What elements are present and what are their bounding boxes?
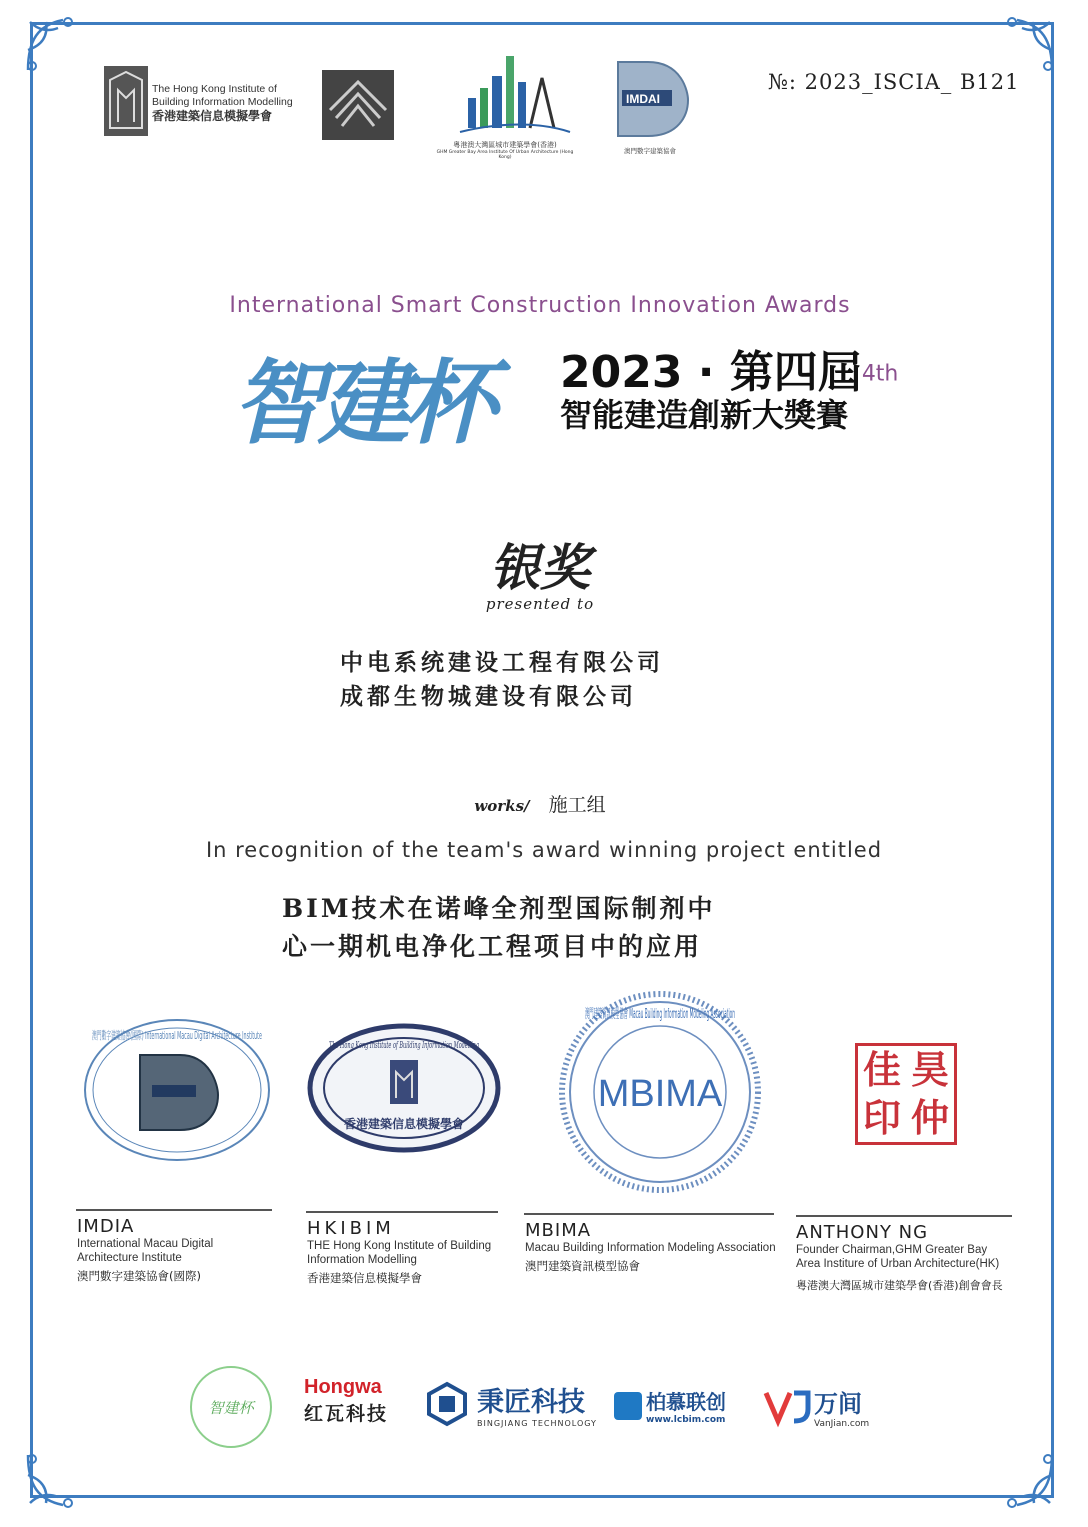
signatory-desc: Macau Building Information Modeling Association [525, 1242, 776, 1254]
bingjiang-cn: 秉匠科技 [477, 1387, 585, 1418]
hkibim-logo-text [152, 83, 302, 123]
signatory-desc: International Macau Digital Architecture Institute [77, 1238, 214, 1264]
imdia-seal-ring-text: 澳門數字建築協會(國際) International Macau Digital Architecture Institute [92, 1029, 483, 1042]
iscia-badge-text: 智建杯 [208, 1398, 254, 1417]
hkibim-seal-cn: 香港建築信息模擬學會 [343, 1117, 465, 1131]
signatory-cn: 香港建築信息模擬學會 [307, 1271, 422, 1285]
vanjian-url: VanJian.com [814, 1419, 870, 1429]
red-name-stamp [855, 1043, 957, 1145]
recipient-1: 中电系统建设工程有限公司 [340, 649, 664, 676]
ghm-logo [430, 52, 580, 162]
stamp-char-1: 佳 [862, 1048, 901, 1092]
corner-ornament-bottom-left [18, 1445, 88, 1515]
award-level: 银奖 [490, 538, 590, 597]
award-year-line: 2023 · 第四屆 [560, 347, 862, 398]
project-title-line2: 心一期机电净化工程项目中的应用 [282, 932, 703, 961]
mbima-seal-center: MBIMA [597, 1073, 723, 1115]
signatory-mbima [525, 1220, 785, 1274]
vanjian-logo [764, 1384, 869, 1429]
recognition-text: In recognition of the team's award winning project entitled [205, 838, 883, 862]
signatory-cn: 澳門建築資訊模型協會 [525, 1259, 640, 1273]
ghm-en: GHM Greater Bay Area Institute Of Urban Architecture (Hong Kong) [436, 150, 574, 160]
serial-number: №: 2023_ISCIA_ B121 [768, 70, 1020, 94]
corner-ornament-bottom-right [992, 1445, 1062, 1515]
hkibim-line1: The Hong Kong Institute of [152, 83, 277, 95]
hkibim-cn: 香港建築信息模擬學會 [152, 109, 273, 123]
stamp-char-3: 印 [862, 1096, 901, 1140]
signatory-cn: 澳門數字建築協會(國際) [77, 1269, 201, 1283]
award-english-title: International Smart Construction Innovation Awards [229, 293, 851, 318]
ghm-cn: 粵港澳大灣區城市建築學會(香港) [453, 141, 557, 149]
signatory-title: HKIBIM [307, 1218, 395, 1239]
hongwa-en: Hongwa [304, 1376, 382, 1398]
award-chinese-title: 智能建造創新大獎賽 [560, 396, 849, 434]
imdia-logo [608, 56, 698, 156]
iscia-badge [190, 1366, 272, 1448]
mbima-seal [555, 990, 1040, 1194]
stamp-char-2: 昊 [910, 1048, 949, 1092]
stamp-char-4: 仲 [910, 1096, 949, 1140]
signature-line-2 [306, 1211, 498, 1213]
signatory-desc: THE Hong Kong Institute of Building Information Modelling [307, 1240, 492, 1266]
signatory-imdia [77, 1216, 277, 1284]
vanjian-cn: 万间 [814, 1390, 862, 1418]
hkibim-seal-ring-text: The Hong Kong Institute of Building Information Modelling [329, 1041, 480, 1051]
signatory-anthony-ng [796, 1222, 1046, 1293]
signatory-title: IMDIA [77, 1216, 135, 1237]
vanjian-v-icon [764, 1389, 810, 1425]
signatory-desc: Founder Chairman,GHM Greater Bay Area Institure of Urban Architecture(HK) [796, 1244, 1000, 1270]
mbima-seal-ring-text: 澳門建築資訊模型協會 Macau Building Information Modeling Association [585, 1007, 1040, 1022]
hongwa-logo [304, 1376, 388, 1426]
bingjiang-en: BINGJIANG TECHNOLOGY [477, 1419, 597, 1428]
skyline-icon [430, 52, 580, 136]
signature-line-4 [796, 1215, 1012, 1217]
award-edition: 4th [861, 361, 899, 387]
signatory-title: ANTHONY NG [796, 1222, 929, 1243]
bomu-logo [614, 1386, 726, 1425]
project-title [282, 890, 716, 966]
svg-text:IMDAI: IMDAI [626, 92, 660, 106]
imdia-d-icon [608, 56, 692, 140]
presented-to: presented to [485, 595, 595, 613]
signatory-hkibim [307, 1218, 507, 1286]
recipients [340, 646, 664, 714]
bomu-cn: 柏慕联创 [646, 1390, 726, 1414]
hkibim-logo-icon [104, 66, 148, 136]
signatory-title: MBIMA [525, 1220, 592, 1241]
bingjiang-logo [425, 1380, 597, 1428]
works-line [0, 790, 1080, 817]
works-label: works/ [474, 797, 530, 815]
hkibim-seal [306, 1022, 502, 1154]
award-brush-title: 智建杯 [232, 349, 491, 457]
bomu-square-icon [614, 1392, 642, 1420]
imdia-cn: 澳門數字建築協會 [624, 147, 676, 155]
signature-line-1 [76, 1209, 272, 1211]
works-value: 施工组 [548, 794, 606, 816]
signatory-cn: 粵港澳大灣區城市建築學會(香港)創會會長 [796, 1279, 1003, 1292]
hkibim-logo [104, 66, 148, 136]
arch-roof-icon [322, 70, 394, 140]
recipient-2: 成都生物城建设有限公司 [340, 683, 637, 710]
signature-line-3 [524, 1213, 774, 1215]
project-title-line1: BIM技术在诺峰全剂型国际制剂中 [282, 894, 716, 923]
bingjiang-hex-icon [425, 1382, 469, 1426]
bomu-url: www.lcbim.com [646, 1415, 726, 1425]
hkibim-line2: Building Information Modelling [152, 96, 293, 108]
corner-ornament-top-left [18, 10, 88, 80]
hongwa-cn: 红瓦科技 [304, 1403, 389, 1425]
arch-logo [322, 70, 394, 140]
